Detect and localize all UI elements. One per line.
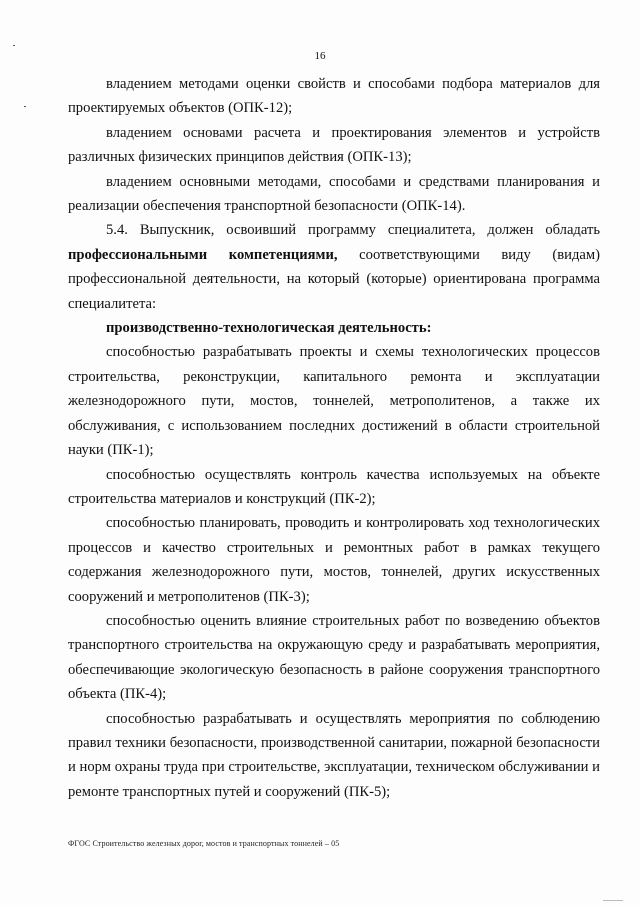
paragraph-pk-4: способностью оценить влияние строительных работ по возведению объектов транспортного строительства на окружающую среду и разрабатывать мероприятия, обеспечивающие экологическую безопасность в районе сооружения транспортного объекта (ПК-4); bbox=[68, 612, 600, 703]
paragraph-opk-12: владением методами оценки свойств и способами подбора материалов для проектируемых объектов (ОПК-12); bbox=[68, 76, 600, 117]
scan-edge-line bbox=[603, 900, 623, 901]
paragraph-pk-5: способностью разрабатывать и осуществлять мероприятия по соблюдению правил техники безопасности, производственной санитарии, пожарной безопасности и норм охраны труда при строительстве, эксплуатации, техническом обслуживании и ремонте транспортных путей и сооружений (ПК-5); bbox=[68, 710, 600, 800]
paragraph-pk-3: способностью планировать, проводить и контролировать ход технологических процессов и качество строительных и ремонтных работ в рамках текущего содержания железнодорожного пути, мостов, тоннелей, других искусственных сооружений и метрополитенов (ПК-3); bbox=[68, 515, 600, 605]
section-5-4-bold-term: профессиональными компетенциями, bbox=[68, 246, 338, 263]
paragraph-opk-13: владением основами расчета и проектирования элементов и устройств различных физических принципов действия (ОПК-13); bbox=[68, 124, 600, 166]
section-5-4-lead: 5.4. Выпускник, освоивший программу специалитета, должен обладать bbox=[106, 222, 600, 239]
document-body bbox=[68, 72, 600, 804]
activity-heading: производственно-технологическая деятельность: bbox=[106, 320, 432, 337]
paragraph-pk-2: способностью осуществлять контроль качества используемых на объекте строительства материалов и конструкций (ПК-2); bbox=[68, 466, 600, 507]
page-footer: ФГОС Строительство железных дорог, мостов и транспортных тоннелей – 05 bbox=[68, 839, 340, 848]
paragraph-section-5-4 bbox=[68, 218, 600, 316]
paragraph-opk-14: владением основными методами, способами и средствами планирования и реализации обеспечения транспортной безопасности (ОПК-14). bbox=[68, 173, 600, 215]
scan-speck bbox=[24, 106, 26, 107]
page-number: 16 bbox=[314, 50, 326, 62]
scan-speck bbox=[13, 45, 15, 46]
section-5-4-tail: соответствующими виду (видам) профессиональной деятельности, на который (которые) ориентирована программа специалитета: bbox=[68, 246, 600, 312]
paragraph-pk-1: способностью разрабатывать проекты и схемы технологических процессов строительства, реконструкции, капитального ремонта и эксплуатации железнодорожного пути, мостов, тоннелей, метрополитенов, а также их обслуживания, с использованием последних достижений в области строительной науки (ПК-1); bbox=[68, 344, 600, 459]
